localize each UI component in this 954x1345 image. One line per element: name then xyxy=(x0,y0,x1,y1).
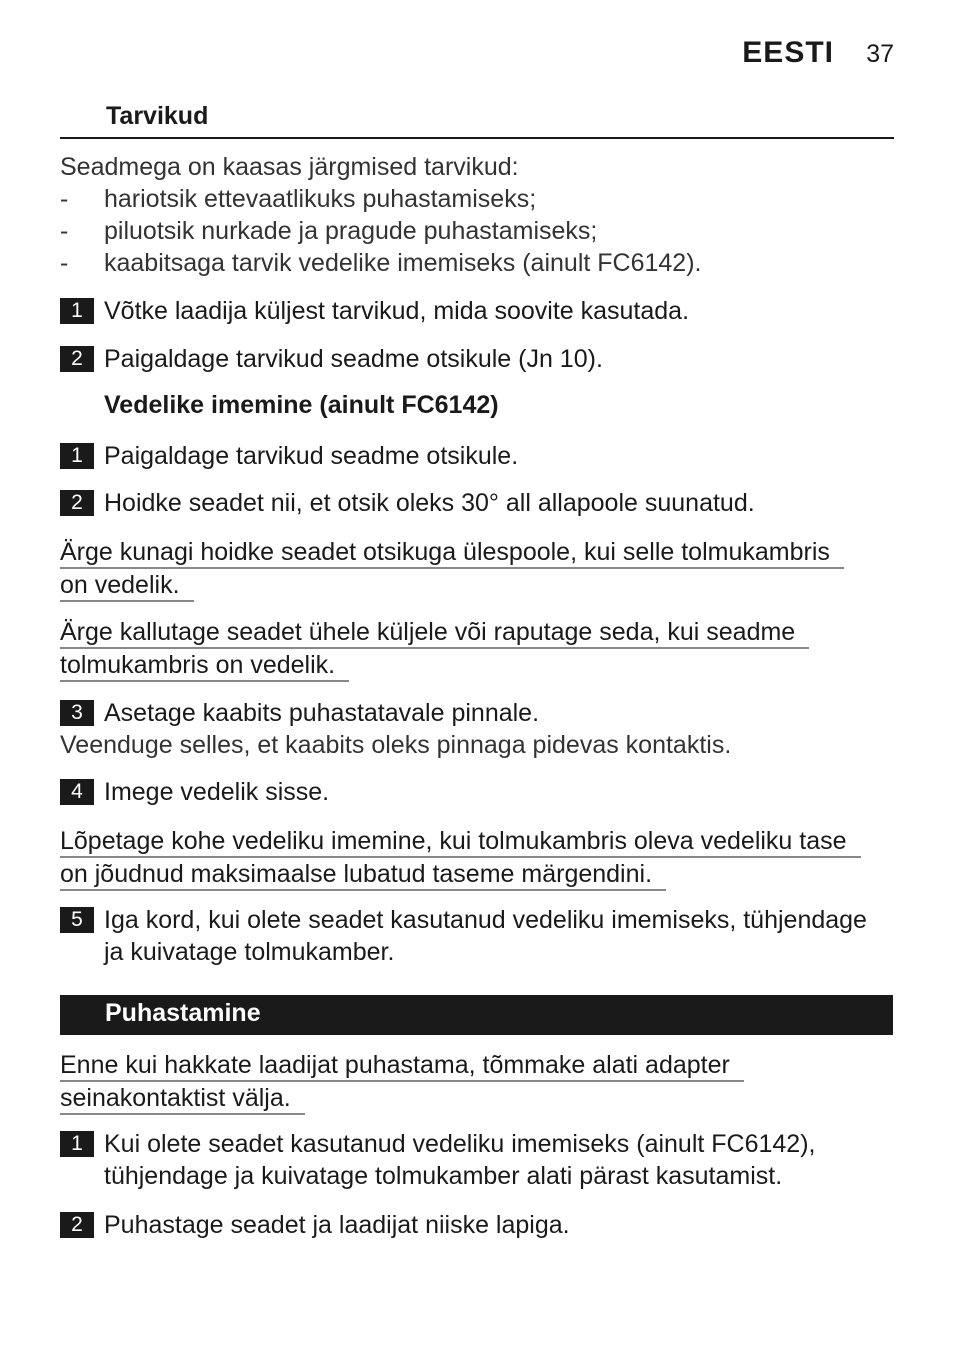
section-header-bar xyxy=(60,995,893,1035)
step-text-continued: ja kuivatage tolmukamber. xyxy=(104,938,395,966)
accessories-intro: Seadmega on kaasas järgmised tarvikud: xyxy=(60,153,519,181)
step-number-badge: 2 xyxy=(60,346,94,372)
step-text-continued: tühjendage ja kuivatage tolmukamber alati pärast kasutamist. xyxy=(104,1162,783,1190)
warning-text xyxy=(60,616,809,682)
warning-text xyxy=(60,1049,744,1115)
bullet-dash: - xyxy=(60,249,69,277)
bullet-dash: - xyxy=(60,217,69,245)
step-number-badge: 1 xyxy=(60,443,94,469)
warning-line: Lõpetage kohe vedeliku imemine, kui tolmukambris oleva vedeliku tase xyxy=(60,826,861,858)
step-text: Hoidke seadet nii, et otsik oleks 30° all allapoole suunatud. xyxy=(104,489,755,517)
step-text: Kui olete seadet kasutanud vedeliku imemiseks (ainult FC6142), xyxy=(104,1130,816,1158)
step-number-badge: 5 xyxy=(60,907,94,933)
warning-line: seinakontaktist välja. xyxy=(60,1083,305,1115)
list-item: piluotsik nurkade ja pragude puhastamiseks; xyxy=(104,217,598,245)
step-number-badge: 4 xyxy=(60,779,94,805)
step-text: Imege vedelik sisse. xyxy=(104,778,330,806)
warning-text xyxy=(60,825,861,891)
warning-line: Ärge kunagi hoidke seadet otsikuga ülespoole, kui selle tolmukambris xyxy=(60,537,844,569)
warning-line: Ärge kallutage seadet ühele küljele või raputage seda, kui seadme xyxy=(60,617,809,649)
step-number-badge: 1 xyxy=(60,298,94,324)
step-note: Veenduge selles, et kaabits oleks pinnaga pidevas kontaktis. xyxy=(60,731,732,759)
warning-line: on jõudnud maksimaalse lubatud taseme märgendini. xyxy=(60,859,666,891)
step-text: Puhastage seadet ja laadijat niiske lapiga. xyxy=(104,1211,570,1239)
language-label: EESTI xyxy=(742,36,834,69)
list-item: kaabitsaga tarvik vedelike imemiseks (ainult FC6142). xyxy=(104,249,702,277)
list-item: hariotsik ettevaatlikuks puhastamiseks; xyxy=(104,185,537,213)
warning-line: on vedelik. xyxy=(60,570,194,602)
subsection-title-liquid: Vedelike imemine (ainult FC6142) xyxy=(104,391,499,419)
step-number-badge: 1 xyxy=(60,1131,94,1157)
warning-line: tolmukambris on vedelik. xyxy=(60,650,349,682)
step-text: Paigaldage tarvikud seadme otsikule. xyxy=(104,442,519,470)
step-text: Võtke laadija küljest tarvikud, mida soovite kasutada. xyxy=(104,297,690,325)
step-number-badge: 2 xyxy=(60,490,94,516)
section-title-accessories: Tarvikud xyxy=(106,102,209,130)
bullet-dash: - xyxy=(60,185,69,213)
page-number: 37 xyxy=(866,40,894,68)
section-title-cleaning: Puhastamine xyxy=(105,999,261,1027)
step-number-badge: 3 xyxy=(60,700,94,726)
step-text: Paigaldage tarvikud seadme otsikule (Jn 10). xyxy=(104,345,603,373)
warning-line: Enne kui hakkate laadijat puhastama, tõmmake alati adapter xyxy=(60,1050,744,1082)
step-text: Iga kord, kui olete seadet kasutanud vedeliku imemiseks, tühjendage xyxy=(104,906,867,934)
step-number-badge: 2 xyxy=(60,1212,94,1238)
warning-text xyxy=(60,536,844,602)
step-text: Asetage kaabits puhastatavale pinnale. xyxy=(104,699,540,727)
section-divider xyxy=(60,137,894,139)
